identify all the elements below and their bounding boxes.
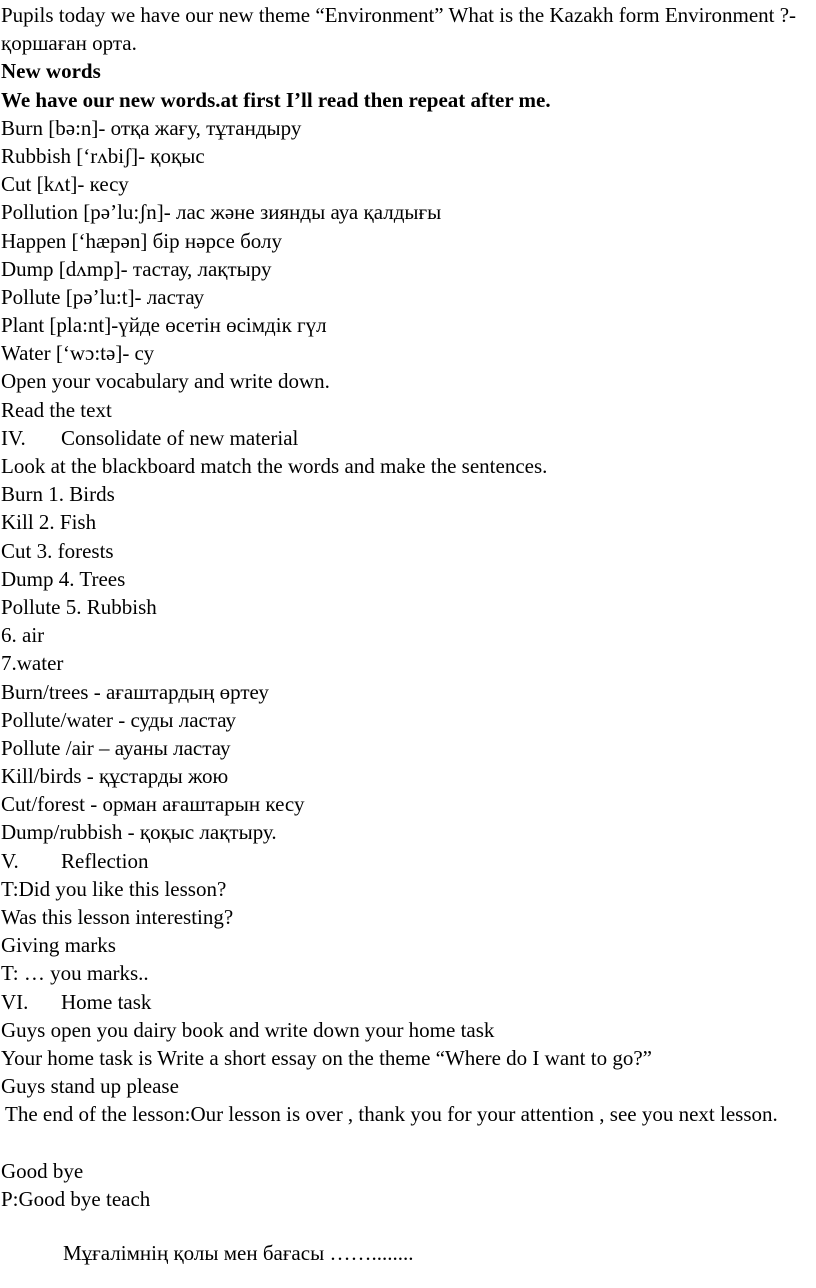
section-title: Home task	[61, 989, 152, 1014]
home-task-item: Your home task is Write a short essay on the theme “Where do I want to go?”	[1, 1045, 652, 1070]
vocab-item: Dump [dʌmp]- тастау, лақтыру	[1, 256, 272, 281]
answer-item: Pollute/water - суды ластау	[1, 707, 237, 732]
vocab-item: Pollution [pə’lu:ʃn]- лас және зиянды ауа қалдығы	[1, 200, 442, 225]
reflection-item: T: … you marks..	[1, 961, 149, 986]
vocab-item: Water [‘wɔ:tə]- су	[1, 341, 155, 366]
home-task-item: Guys open you dairy book and write down your home task	[1, 1017, 495, 1042]
vocab-item: Pollute [pə’lu:t]- ластау	[1, 284, 205, 309]
pupils-reply: P:Good bye teach	[1, 1186, 151, 1211]
vocab-task: Open your vocabulary and write down.	[1, 369, 330, 394]
intro-paragraph: Pupils today we have our new theme “Environment” What is the Kazakh form Environment ?- қоршаған орта.	[1, 3, 797, 56]
match-item: Pollute 5. Rubbish	[1, 594, 157, 619]
vocab-item: Happen [‘hæpən] бір нәрсе болу	[1, 228, 282, 253]
section-vi-heading	[1, 988, 816, 1016]
match-task: Look at the blackboard match the words and make the sentences.	[1, 454, 548, 479]
vocab-item: Burn [bə:n]- отқа жағу, тұтандыру	[1, 115, 302, 140]
teacher-signature-line: Мұғалімнің қолы мен бағасы ……........	[63, 1241, 414, 1266]
section-number: VI.	[1, 989, 29, 1014]
new-words-heading: New words	[1, 59, 101, 84]
reflection-item: Giving marks	[1, 933, 116, 958]
section-number: V.	[1, 848, 19, 873]
match-item: Dump 4. Trees	[1, 566, 126, 591]
section-title: Reflection	[61, 848, 149, 873]
read-text-task: Read the text	[1, 397, 112, 422]
blank-space	[1, 1213, 816, 1239]
match-item: 7.water	[1, 651, 64, 676]
vocab-item: Rubbish [‘rʌbiʃ]- қоқыс	[1, 143, 205, 168]
reflection-item: T:Did you like this lesson?	[1, 876, 227, 901]
match-item: 6. air	[1, 623, 45, 648]
vocabulary-list	[1, 114, 816, 368]
section-iv-heading	[1, 424, 816, 452]
answer-item: Burn/trees - ағаштардың өртеу	[1, 679, 269, 704]
match-item: Cut 3. forests	[1, 538, 114, 563]
answer-item: Pollute /air – ауаны ластау	[1, 735, 231, 760]
section-number: IV.	[1, 425, 26, 450]
match-item: Kill 2. Fish	[1, 510, 97, 535]
home-task-list	[1, 1016, 816, 1101]
answer-item: Kill/birds - құстарды жою	[1, 764, 229, 789]
match-list	[1, 480, 816, 677]
reflection-item: Was this lesson interesting?	[1, 905, 234, 930]
section-title: Consolidate of new material	[61, 425, 299, 450]
answer-item: Cut/forest - орман ағаштарын кесу	[1, 792, 305, 817]
vocab-item: Cut [kʌt]- кесу	[1, 172, 129, 197]
good-bye: Good bye	[1, 1158, 84, 1183]
vocab-item: Plant [pla:nt]-үйде өсетін өсімдік гүл	[1, 313, 327, 338]
match-item: Burn 1. Birds	[1, 482, 115, 507]
section-v-heading	[1, 847, 816, 875]
new-words-instruction: We have our new words.at first I’ll read then repeat after me.	[1, 87, 551, 112]
reflection-list	[1, 875, 816, 988]
answer-item: Dump/rubbish - қоқыс лақтыру.	[1, 820, 277, 845]
end-of-lesson: The end of the lesson:Our lesson is over , thank you for your attention , see you next lesson.	[5, 1102, 778, 1127]
answers-list	[1, 678, 816, 847]
home-task-item: Guys stand up please	[1, 1074, 179, 1099]
